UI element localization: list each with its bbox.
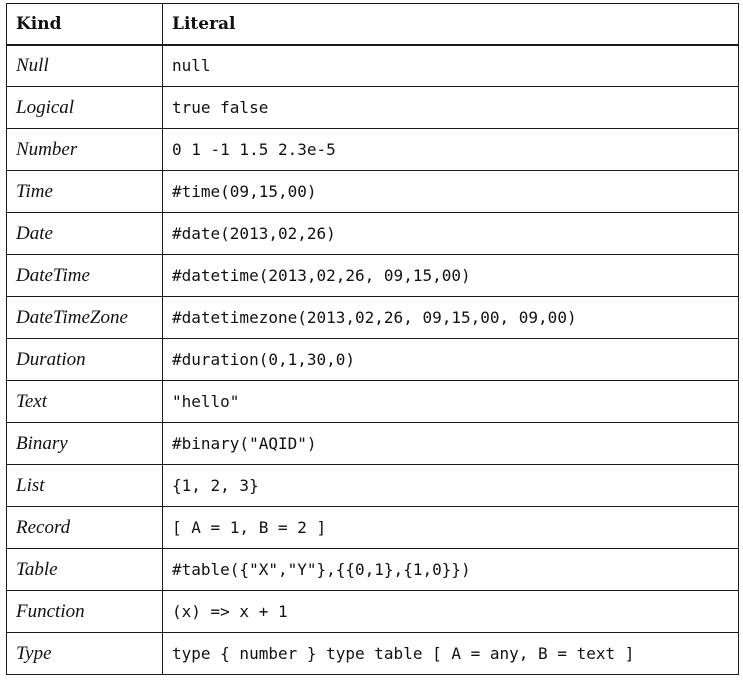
literal-cell: #date(2013,02,26) [163,213,739,255]
table-row [7,339,739,381]
table-row [7,297,739,339]
table-header-row [7,4,739,45]
table-row [7,465,739,507]
literal-cell: #duration(0,1,30,0) [163,339,739,381]
kind-cell: Time [7,171,163,213]
table-row [7,507,739,549]
literal-cell: "hello" [163,381,739,423]
literal-cell: #datetimezone(2013,02,26, 09,15,00, 09,00) [163,297,739,339]
kind-cell: Type [7,633,163,675]
literal-cell: [ A = 1, B = 2 ] [163,507,739,549]
table-row [7,87,739,129]
table-row [7,255,739,297]
header-literal: Literal [163,4,739,45]
literal-cell: #datetime(2013,02,26, 09,15,00) [163,255,739,297]
kind-cell: Null [7,45,163,87]
literal-cell: #time(09,15,00) [163,171,739,213]
kind-cell: DateTimeZone [7,297,163,339]
table-row [7,633,739,675]
table-row [7,171,739,213]
literal-cell: true false [163,87,739,129]
header-kind: Kind [7,4,163,45]
kind-cell: List [7,465,163,507]
kind-cell: Logical [7,87,163,129]
kind-cell: Binary [7,423,163,465]
literal-cell: type { number } type table [ A = any, B = text ] [163,633,739,675]
kind-cell: Text [7,381,163,423]
table-row [7,129,739,171]
literals-table [6,3,739,675]
table-row [7,381,739,423]
literal-cell: #table({"X","Y"},{{0,1},{1,0}}) [163,549,739,591]
literal-cell: {1, 2, 3} [163,465,739,507]
kind-cell: Function [7,591,163,633]
kind-cell: Number [7,129,163,171]
literal-cell: #binary("AQID") [163,423,739,465]
kind-cell: Date [7,213,163,255]
kind-cell: Record [7,507,163,549]
table-row [7,423,739,465]
kind-cell: Duration [7,339,163,381]
table-row [7,549,739,591]
table-row [7,45,739,87]
literal-cell: 0 1 -1 1.5 2.3e-5 [163,129,739,171]
literal-cell: (x) => x + 1 [163,591,739,633]
table-row [7,213,739,255]
kind-cell: DateTime [7,255,163,297]
literal-cell: null [163,45,739,87]
kind-cell: Table [7,549,163,591]
table-row [7,591,739,633]
